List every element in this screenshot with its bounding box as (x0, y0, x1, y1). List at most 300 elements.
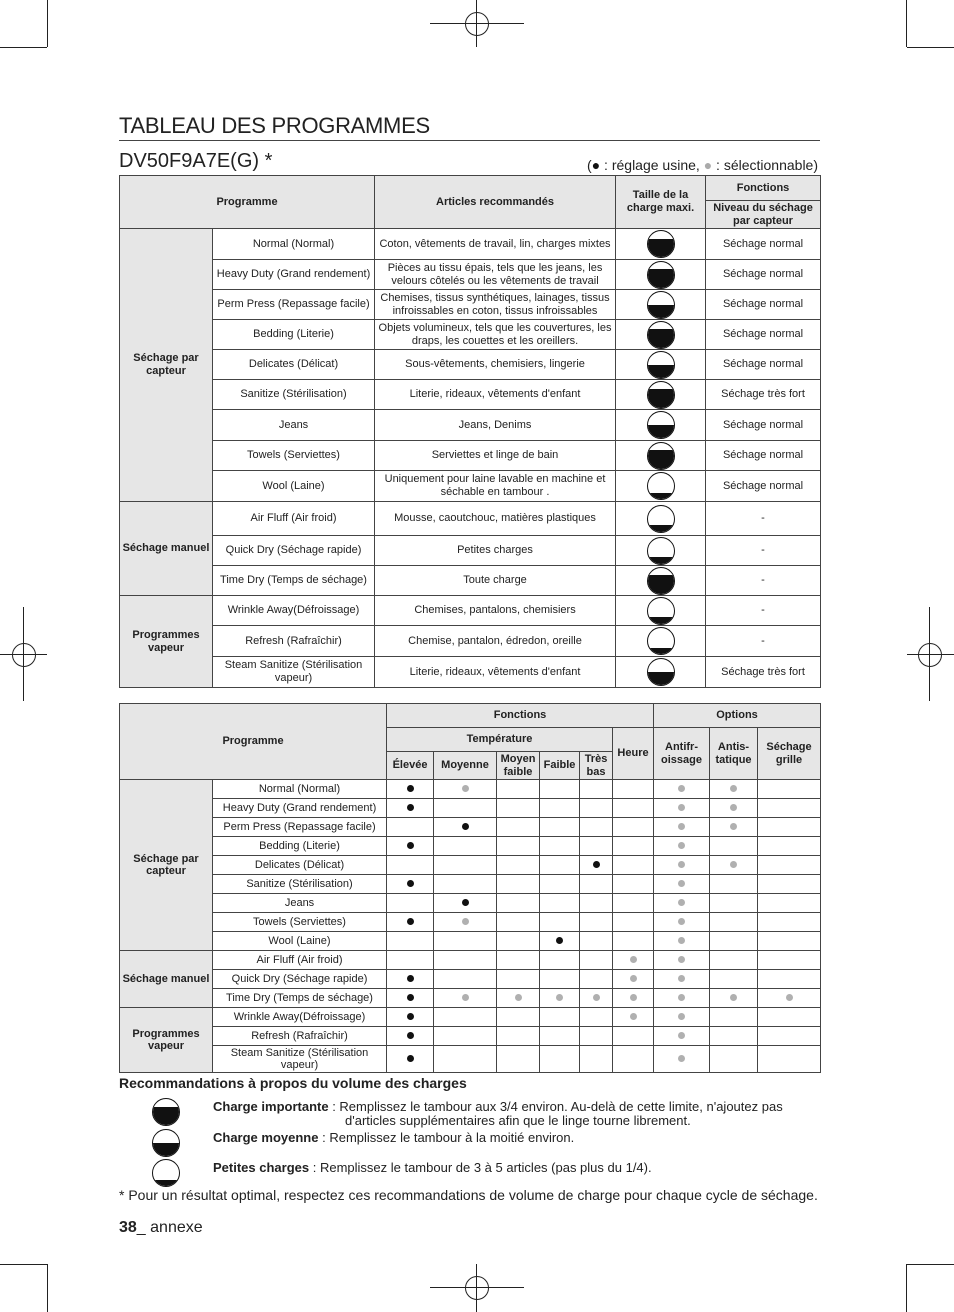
load-fill (648, 305, 674, 318)
function-cell (710, 970, 758, 989)
selectable-dot-icon (630, 975, 637, 982)
programme-row (120, 502, 821, 536)
load-fill (648, 557, 674, 564)
drying-level: Séchage normal (706, 350, 821, 380)
recommendation-text (213, 1131, 574, 1145)
header-heure: Heure (613, 728, 654, 780)
function-cell (654, 1046, 710, 1073)
load-size (616, 471, 706, 502)
function-cell (434, 1046, 497, 1073)
function-cell (580, 989, 613, 1008)
drying-level: Séchage normal (706, 290, 821, 320)
programme-row (120, 566, 821, 596)
selectable-dot-icon (462, 994, 469, 1001)
function-cell (654, 989, 710, 1008)
header-fonctions: Fonctions (706, 176, 821, 201)
function-cell (434, 970, 497, 989)
function-cell (497, 913, 540, 932)
function-cell (497, 780, 540, 799)
selectable-dot-icon (678, 1013, 685, 1020)
function-cell (758, 875, 821, 894)
large-load-icon (647, 381, 675, 409)
function-cell (540, 1046, 580, 1073)
function-cell (497, 875, 540, 894)
function-cell (654, 894, 710, 913)
registration-line (929, 607, 930, 701)
model-name: DV50F9A7E(G) * (119, 150, 273, 172)
large-load-icon (647, 321, 675, 349)
function-row (120, 970, 821, 989)
function-cell (710, 951, 758, 970)
function-cell (758, 780, 821, 799)
header-fonctions: Fonctions (387, 704, 654, 728)
programme-name: Wool (Laine) (213, 932, 387, 951)
load-size (616, 536, 706, 566)
drying-level: Séchage normal (706, 441, 821, 471)
registration-mark (12, 643, 36, 667)
large-load-icon (152, 1098, 180, 1126)
crop-mark (907, 47, 954, 48)
function-cell (758, 951, 821, 970)
drying-level: - (706, 596, 821, 626)
function-cell (434, 913, 497, 932)
function-cell (434, 856, 497, 875)
function-cell (758, 894, 821, 913)
function-cell (654, 932, 710, 951)
function-cell (580, 970, 613, 989)
load-fill (648, 425, 674, 438)
selectable-dot-icon (678, 1032, 685, 1039)
programme-name: Normal (Normal) (213, 229, 375, 260)
header-temp-3: Faible (540, 752, 580, 780)
group-label: Programmes vapeur (120, 596, 213, 688)
function-cell (540, 799, 580, 818)
function-cell (497, 894, 540, 913)
function-cell (613, 1027, 654, 1046)
default-dot-icon (593, 861, 600, 868)
function-cell (613, 856, 654, 875)
recommendation-text (213, 1161, 652, 1175)
recommended-articles: Chemises, tissus synthétiques, lainages, tissus infroissables en coton, tissus infroissables (375, 290, 616, 320)
functions-table (119, 703, 821, 1073)
function-cell (497, 1027, 540, 1046)
page-number (119, 1219, 203, 1237)
default-dot-icon (407, 880, 414, 887)
function-cell (654, 780, 710, 799)
function-cell (613, 818, 654, 837)
function-cell (580, 875, 613, 894)
programme-name: Bedding (Literie) (213, 320, 375, 350)
recommended-articles: Objets volumineux, tels que les couvertures, les draps, les couettes et les oreillers. (375, 320, 616, 350)
function-cell (710, 989, 758, 1008)
recommendations-note: * Pour un résultat optimal, respectez ces recommandations de volume de charge pour chaque cycle de séchage. (119, 1187, 818, 1203)
function-row (120, 913, 821, 932)
default-dot-icon (407, 975, 414, 982)
function-cell (497, 970, 540, 989)
recommendation-desc: : Remplissez le tambour de 3 à 5 articles (pas plus du 1/4). (309, 1160, 652, 1175)
group-label: Séchage manuel (120, 502, 213, 596)
registration-line (23, 607, 24, 701)
small-load-icon (152, 1159, 180, 1187)
programme-row (120, 380, 821, 410)
programme-row (120, 290, 821, 320)
function-cell (758, 989, 821, 1008)
page-title: TABLEAU DES PROGRAMMES (119, 113, 430, 138)
function-cell (613, 875, 654, 894)
load-fill (648, 648, 674, 655)
function-cell (654, 1008, 710, 1027)
function-cell (710, 780, 758, 799)
function-cell (758, 913, 821, 932)
default-dot-icon (407, 804, 414, 811)
function-row (120, 1046, 821, 1073)
programme-table (119, 175, 821, 688)
selectable-dot-icon (630, 1013, 637, 1020)
load-size (616, 350, 706, 380)
function-cell (540, 818, 580, 837)
function-cell (434, 951, 497, 970)
recommended-articles: Pièces au tissu épais, tels que les jeans, les velours côtelés ou les vêtements de travail (375, 260, 616, 290)
large-load-icon (647, 442, 675, 470)
function-cell (613, 932, 654, 951)
programme-name: Jeans (213, 410, 375, 441)
function-cell (387, 799, 434, 818)
function-row (120, 989, 821, 1008)
function-cell (540, 780, 580, 799)
group-label: Programmes vapeur (120, 1008, 213, 1073)
programme-row (120, 657, 821, 688)
function-cell (434, 1027, 497, 1046)
function-cell (758, 799, 821, 818)
recommendation-desc-cont: d'articles supplémentaires afin que le linge tourne librement. (345, 1113, 691, 1128)
function-cell (710, 932, 758, 951)
function-cell (434, 818, 497, 837)
programme-name: Quick Dry (Séchage rapide) (213, 536, 375, 566)
recommendations-title: Recommandations à propos du volume des charges (119, 1075, 467, 1091)
recommended-articles: Literie, rideaux, vêtements d'enfant (375, 380, 616, 410)
function-row (120, 780, 821, 799)
default-dot-icon (407, 1055, 414, 1062)
small-load-icon (647, 627, 675, 655)
function-cell (540, 856, 580, 875)
load-fill (648, 329, 674, 347)
registration-line (907, 654, 954, 655)
function-cell (497, 837, 540, 856)
function-row (120, 951, 821, 970)
group-label: Séchage par capteur (120, 780, 213, 951)
function-cell (580, 1027, 613, 1046)
function-cell (654, 970, 710, 989)
recommendation-desc: : Remplissez le tambour à la moitié environ. (318, 1130, 575, 1145)
drying-level: Séchage normal (706, 471, 821, 502)
programme-name: Air Fluff (Air froid) (213, 502, 375, 536)
programme-name: Wrinkle Away(Défroissage) (213, 1008, 387, 1027)
load-size (616, 626, 706, 657)
programme-row (120, 260, 821, 290)
programme-name: Steam Sanitize (Stérilisation vapeur) (213, 657, 375, 688)
function-cell (580, 837, 613, 856)
load-fill (153, 1107, 179, 1125)
function-cell (580, 951, 613, 970)
drying-level: - (706, 626, 821, 657)
load-size (616, 410, 706, 441)
selectable-dot-icon (678, 823, 685, 830)
function-cell (540, 970, 580, 989)
load-size (616, 260, 706, 290)
selectable-dot-icon (462, 785, 469, 792)
legend-selectable-text: : sélectionnable) (712, 157, 818, 173)
load-size (616, 441, 706, 471)
recommendation-icon (152, 1159, 180, 1187)
programme-name: Quick Dry (Séchage rapide) (213, 970, 387, 989)
function-cell (613, 913, 654, 932)
header-temp-0: Élevée (387, 752, 434, 780)
selectable-dot-icon (678, 975, 685, 982)
programme-name: Normal (Normal) (213, 780, 387, 799)
programme-name: Refresh (Rafraîchir) (213, 626, 375, 657)
selectable-dot-icon (678, 937, 685, 944)
medium-load-icon (647, 351, 675, 379)
function-cell (540, 875, 580, 894)
selectable-dot-icon (786, 994, 793, 1001)
function-cell (497, 799, 540, 818)
programme-name: Delicates (Délicat) (213, 856, 387, 875)
function-cell (434, 989, 497, 1008)
function-cell (758, 856, 821, 875)
programme-row (120, 596, 821, 626)
function-cell (387, 837, 434, 856)
large-load-icon (647, 567, 675, 595)
function-cell (387, 989, 434, 1008)
function-cell (387, 970, 434, 989)
function-cell (758, 1027, 821, 1046)
legend (587, 157, 818, 173)
function-cell (654, 875, 710, 894)
medium-load-icon (647, 291, 675, 319)
crop-mark (906, 1264, 907, 1312)
function-cell (580, 894, 613, 913)
load-size (616, 229, 706, 260)
function-cell (434, 837, 497, 856)
function-cell (758, 970, 821, 989)
programme-row (120, 471, 821, 502)
medium-load-icon (647, 411, 675, 439)
function-cell (710, 856, 758, 875)
header-programme: Programme (120, 176, 375, 229)
function-cell (710, 913, 758, 932)
selectable-dot-icon (678, 994, 685, 1001)
selectable-dot-icon (556, 994, 563, 1001)
load-fill (648, 269, 674, 287)
load-fill (648, 389, 674, 407)
crop-mark (47, 1264, 48, 1312)
load-fill (648, 617, 674, 624)
recommendation-icon (152, 1129, 180, 1157)
group-label: Séchage par capteur (120, 229, 213, 502)
header-options: Options (654, 704, 821, 728)
load-size (616, 502, 706, 536)
programme-name: Bedding (Literie) (213, 837, 387, 856)
selectable-dot-icon (730, 785, 737, 792)
small-load-icon (647, 537, 675, 565)
crop-mark (906, 0, 907, 47)
large-load-icon (647, 261, 675, 289)
function-cell (540, 894, 580, 913)
small-load-icon (647, 505, 675, 533)
selectable-dot-icon (678, 918, 685, 925)
default-dot-icon (407, 785, 414, 792)
function-cell (540, 951, 580, 970)
function-cell (580, 818, 613, 837)
function-cell (497, 951, 540, 970)
programme-name: Heavy Duty (Grand rendement) (213, 799, 387, 818)
recommendation-desc: : Remplissez le tambour aux 3/4 environ. Au-delà de cette limite, n'ajoutez pas (328, 1099, 783, 1114)
recommended-articles: Serviettes et linge de bain (375, 441, 616, 471)
programme-name: Sanitize (Stérilisation) (213, 875, 387, 894)
function-cell (387, 856, 434, 875)
function-cell (758, 932, 821, 951)
function-cell (758, 1008, 821, 1027)
function-cell (497, 818, 540, 837)
drying-level: - (706, 536, 821, 566)
function-row (120, 856, 821, 875)
function-cell (497, 989, 540, 1008)
function-cell (580, 856, 613, 875)
function-cell (387, 1008, 434, 1027)
programme-name: Towels (Serviettes) (213, 913, 387, 932)
recommended-articles: Chemise, pantalon, édredon, oreille (375, 626, 616, 657)
function-cell (580, 1046, 613, 1073)
function-cell (710, 894, 758, 913)
programme-row (120, 410, 821, 441)
load-size (616, 596, 706, 626)
load-fill (648, 525, 674, 532)
registration-line (476, 1264, 477, 1312)
programme-name: Sanitize (Stérilisation) (213, 380, 375, 410)
drying-level: Séchage normal (706, 260, 821, 290)
recommended-articles: Petites charges (375, 536, 616, 566)
function-cell (613, 780, 654, 799)
function-cell (710, 1008, 758, 1027)
recommendation-icon (152, 1098, 180, 1126)
header-niveau: Niveau du séchage par capteur (706, 201, 821, 229)
drying-level: Séchage normal (706, 320, 821, 350)
header-articles: Articles recommandés (375, 176, 616, 229)
drying-level: Séchage normal (706, 229, 821, 260)
function-cell (613, 1008, 654, 1027)
page-number-value: 38 (119, 1219, 137, 1236)
registration-line (430, 1287, 524, 1288)
function-cell (613, 799, 654, 818)
function-row (120, 799, 821, 818)
function-cell (710, 1027, 758, 1046)
medium-load-icon (647, 658, 675, 686)
default-dot-icon (407, 918, 414, 925)
crop-mark (0, 1264, 47, 1265)
legend-open: ( (587, 157, 592, 173)
selectable-dot-icon (630, 994, 637, 1001)
programme-row (120, 441, 821, 471)
load-fill (153, 1180, 179, 1187)
programme-name: Refresh (Rafraîchir) (213, 1027, 387, 1046)
programme-row (120, 536, 821, 566)
load-fill (153, 1143, 179, 1156)
default-dot-icon (462, 823, 469, 830)
load-size (616, 320, 706, 350)
selectable-dot-icon (678, 1055, 685, 1062)
function-cell (497, 856, 540, 875)
function-cell (540, 1027, 580, 1046)
header-taille: Taille de la charge maxi. (616, 176, 706, 229)
function-cell (613, 989, 654, 1008)
default-dot-icon (407, 994, 414, 1001)
recommended-articles: Uniquement pour laine lavable en machine et séchable en tambour . (375, 471, 616, 502)
function-cell (710, 1046, 758, 1073)
function-cell (540, 837, 580, 856)
programme-row (120, 350, 821, 380)
small-load-icon (647, 597, 675, 625)
load-size (616, 566, 706, 596)
function-cell (387, 932, 434, 951)
small-load-icon (647, 472, 675, 500)
legend-default-text: : réglage usine, (600, 157, 704, 173)
registration-line (476, 0, 477, 47)
programme-name: Perm Press (Repassage facile) (213, 290, 375, 320)
recommendation-label: Charge moyenne (213, 1130, 319, 1145)
load-size (616, 290, 706, 320)
group-label: Séchage manuel (120, 951, 213, 1008)
function-cell (580, 780, 613, 799)
function-row (120, 818, 821, 837)
selectable-dot-icon (515, 994, 522, 1001)
selectable-dot-icon (678, 785, 685, 792)
function-cell (654, 913, 710, 932)
registration-mark (465, 1276, 489, 1300)
function-cell (580, 799, 613, 818)
function-cell (387, 818, 434, 837)
selectable-dot-icon (593, 994, 600, 1001)
function-cell (387, 780, 434, 799)
function-cell (654, 837, 710, 856)
crop-mark (0, 47, 47, 48)
header-temperature: Température (387, 728, 613, 752)
load-fill (648, 672, 674, 685)
header-opt-0: Antifr-oissage (654, 728, 710, 780)
selectable-dot-icon (730, 804, 737, 811)
default-dot-icon (407, 1032, 414, 1039)
programme-name: Perm Press (Repassage facile) (213, 818, 387, 837)
large-load-icon (647, 230, 675, 258)
function-cell (434, 1008, 497, 1027)
function-row (120, 894, 821, 913)
function-cell (613, 951, 654, 970)
recommended-articles: Sous-vêtements, chemisiers, lingerie (375, 350, 616, 380)
title-rule (119, 140, 820, 141)
function-row (120, 1027, 821, 1046)
function-cell (540, 913, 580, 932)
function-cell (710, 799, 758, 818)
default-dot-icon (462, 899, 469, 906)
selectable-dot-icon (678, 842, 685, 849)
programme-name: Time Dry (Temps de séchage) (213, 989, 387, 1008)
function-cell (434, 875, 497, 894)
function-cell (758, 837, 821, 856)
medium-load-icon (152, 1129, 180, 1157)
selectable-dot-icon (678, 804, 685, 811)
drying-level: Séchage normal (706, 410, 821, 441)
programme-row (120, 320, 821, 350)
programme-row (120, 626, 821, 657)
